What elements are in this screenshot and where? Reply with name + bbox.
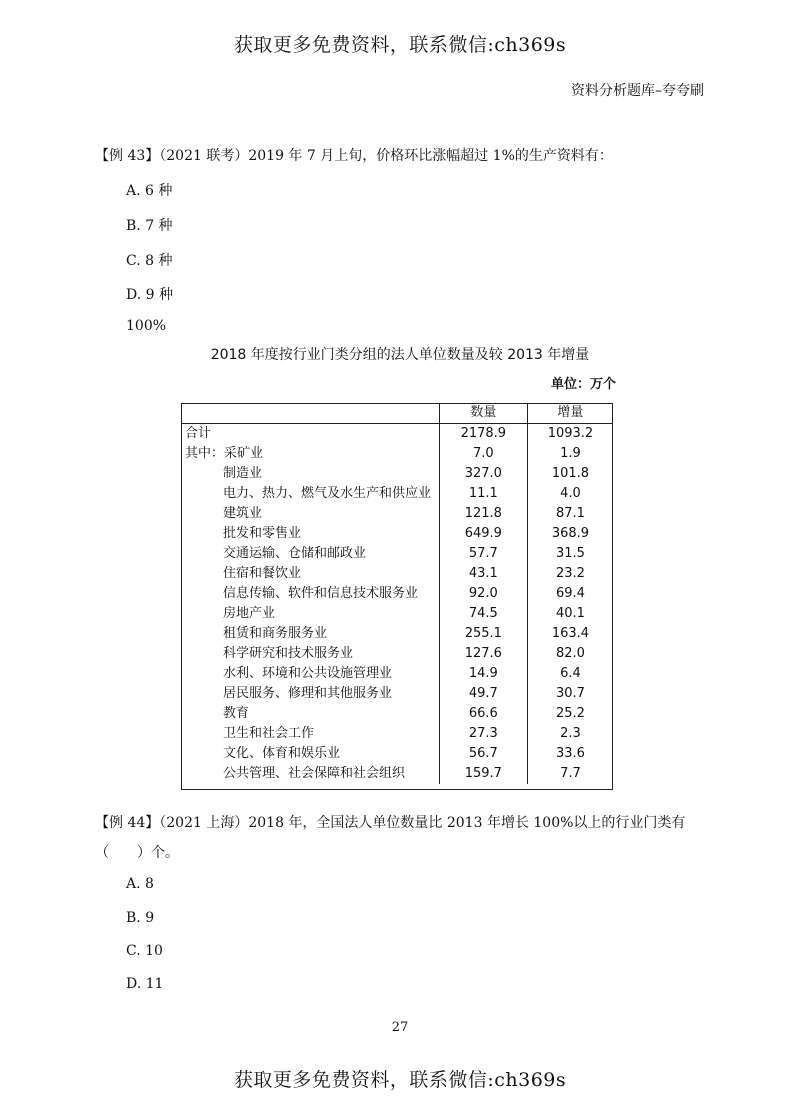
table-row — [181, 584, 613, 604]
row-count: 57.7 — [439, 544, 527, 564]
row-count: 7.0 — [439, 444, 527, 464]
table-header-row — [181, 403, 613, 424]
row-count: 66.6 — [439, 704, 527, 724]
row-name-text: 建筑业 — [223, 506, 263, 521]
q44-option-b: B. 9 — [126, 910, 155, 926]
table-row — [181, 684, 613, 704]
stats-table — [181, 403, 613, 784]
header-title: 资料分析题库–夸夸刷 — [571, 83, 704, 99]
row-count: 2178.9 — [439, 424, 527, 445]
table-row — [181, 624, 613, 644]
row-increase: 4.0 — [560, 486, 581, 501]
bottom-banner: 获取更多免费资料，联系微信:ch369s — [233, 1069, 567, 1091]
row-increase: 6.4 — [560, 666, 581, 681]
row-name — [181, 684, 439, 704]
row-name-text: 电力、热力、燃气及水生产和供应业 — [223, 486, 432, 501]
q43-option-a: A. 6 种 — [126, 183, 173, 199]
row-count: 11.1 — [439, 484, 527, 504]
row-increase: 101.8 — [551, 466, 590, 481]
row-name-text: 公共管理、社会保障和社会组织 — [223, 766, 406, 781]
table-row — [181, 764, 613, 784]
row-count: 255.1 — [439, 624, 527, 644]
header-count: 数量 — [439, 403, 527, 424]
q44-option-c: C. 10 — [126, 943, 163, 959]
row-name-text: 交通运输、仓储和邮政业 — [223, 546, 367, 561]
row-increase: 40.1 — [555, 606, 585, 621]
row-name — [181, 744, 439, 764]
row-name — [181, 624, 439, 644]
row-count: 74.5 — [439, 604, 527, 624]
row-count: 49.7 — [439, 684, 527, 704]
row-increase: 30.7 — [555, 686, 585, 701]
row-name — [181, 584, 439, 604]
row-increase: 82.0 — [555, 646, 585, 661]
q43-option-c: C. 8 种 — [126, 253, 173, 269]
table-row — [181, 504, 613, 524]
row-increase: 7.7 — [560, 766, 581, 781]
top-banner: 获取更多免费资料，联系微信:ch369s — [233, 34, 567, 56]
row-name-text: 水利、环境和公共设施管理业 — [223, 666, 393, 681]
row-name — [181, 604, 439, 624]
q43-option-d: D. 9 种 — [126, 287, 173, 303]
row-name-text: 制造业 — [223, 466, 263, 481]
row-name: 其中：采矿业 — [181, 444, 439, 464]
row-increase: 163.4 — [551, 626, 590, 641]
row-increase: 25.2 — [555, 706, 585, 721]
row-increase: 368.9 — [551, 526, 590, 541]
row-name — [181, 644, 439, 664]
row-name — [181, 544, 439, 564]
row-increase: 1093.2 — [547, 426, 594, 441]
row-increase: 87.1 — [555, 506, 585, 521]
table-row — [181, 744, 613, 764]
q44-option-d: D. 11 — [126, 976, 164, 992]
header-name — [181, 403, 439, 424]
row-count: 159.7 — [439, 764, 527, 784]
row-name-text: 居民服务、修理和其他服务业 — [223, 686, 393, 701]
table-row — [181, 524, 613, 544]
row-name — [181, 564, 439, 584]
row-name-text: 批发和零售业 — [223, 526, 302, 541]
row-name-text: 教育 — [223, 706, 250, 721]
row-increase: 31.5 — [555, 546, 585, 561]
table-row — [181, 724, 613, 744]
row-name — [181, 704, 439, 724]
table-row — [181, 444, 613, 464]
row-increase: 33.6 — [555, 746, 585, 761]
row-name — [181, 524, 439, 544]
row-name-text: 信息传输、软件和信息技术服务业 — [223, 586, 419, 601]
row-count: 327.0 — [439, 464, 527, 484]
row-count: 92.0 — [439, 584, 527, 604]
row-count: 649.9 — [439, 524, 527, 544]
table-title: 2018 年度按行业门类分组的法人单位数量及较 2013 年增量 — [210, 347, 590, 363]
header-increase: 增量 — [527, 403, 613, 424]
q43-rate: 100% — [126, 318, 167, 334]
row-name-text: 租赁和商务服务业 — [223, 626, 328, 641]
row-count: 43.1 — [439, 564, 527, 584]
row-name-text: 房地产业 — [223, 606, 276, 621]
table-row — [181, 604, 613, 624]
row-count: 127.6 — [439, 644, 527, 664]
page-number: 27 — [391, 1020, 409, 1035]
table-row — [181, 704, 613, 724]
table-row — [181, 564, 613, 584]
row-count: 56.7 — [439, 744, 527, 764]
table-row — [181, 544, 613, 564]
question-44: 【例 44】（2021 上海）2018 年，全国法人单位数量比 2013 年增长 100%以上的行业门类有（ ）个。 — [95, 815, 686, 861]
row-name-text: 文化、体育和娱乐业 — [223, 746, 341, 761]
row-name — [181, 504, 439, 524]
row-name: 合计 — [181, 424, 439, 445]
table-row — [181, 424, 613, 445]
row-increase: 23.2 — [555, 566, 585, 581]
row-name — [181, 764, 439, 784]
row-increase: 69.4 — [555, 586, 585, 601]
row-name — [181, 464, 439, 484]
table-row — [181, 464, 613, 484]
row-name — [181, 484, 439, 504]
table-row — [181, 484, 613, 504]
q43-option-b: B. 7 种 — [126, 218, 173, 234]
row-name — [181, 664, 439, 684]
row-count: 27.3 — [439, 724, 527, 744]
row-name — [181, 724, 439, 744]
table-unit: 单位：万个 — [550, 377, 616, 392]
row-name-text: 卫生和社会工作 — [223, 726, 315, 741]
table-row — [181, 644, 613, 664]
row-name-text: 住宿和餐饮业 — [223, 566, 302, 581]
row-count: 121.8 — [439, 504, 527, 524]
row-increase: 2.3 — [560, 726, 581, 741]
question-43: 【例 43】（2021 联考）2019 年 7 月上旬，价格环比涨幅超过 1%的生产资料有： — [95, 148, 613, 164]
table-row — [181, 664, 613, 684]
row-name-text: 科学研究和技术服务业 — [223, 646, 354, 661]
q44-option-a: A. 8 — [126, 876, 154, 892]
row-count: 14.9 — [439, 664, 527, 684]
row-increase: 1.9 — [560, 446, 581, 461]
